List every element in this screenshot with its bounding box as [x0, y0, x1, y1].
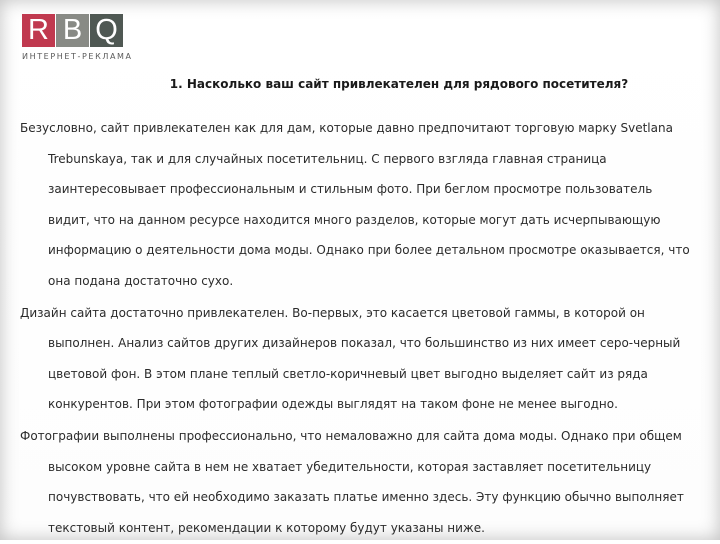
paragraph-line: информацию о деятельности дома моды. Однако при более детальном просмотре оказывается, что [48, 243, 690, 258]
logo-tagline: ИНТЕРНЕТ-РЕКЛАМА [22, 52, 133, 61]
logo-letters [22, 14, 133, 47]
rbq-logo [22, 14, 133, 61]
paragraph-line: высоком уровне сайта в нем не хватает убедительности, которая заставляет посетительницу [48, 459, 652, 474]
slide-title: 1. Насколько ваш сайт привлекателен для рядового посетителя? [169, 77, 629, 91]
paragraph-line: почувствовать, что ей необходимо заказать платье именно здесь. Эту функцию обычно выполняет [48, 490, 684, 505]
logo-letter-r: R [22, 14, 55, 47]
paragraph-line: видит, что на данном ресурсе находится много разделов, которые могут дать исчерпывающую [48, 212, 661, 227]
paragraph-line: Trebunskaya, так и для случайных посетительниц. С первого взгляда главная страница [48, 151, 607, 166]
paragraph-line: Дизайн сайта достаточно привлекателен. Во-первых, это касается цветовой гаммы, в которой он [20, 305, 645, 320]
paragraph-2 [20, 298, 710, 420]
paragraph-1 [20, 113, 710, 297]
slide-content [20, 113, 710, 544]
paragraph-3 [20, 421, 710, 543]
paragraph-line: текстовый контент, рекомендации к которому будут указаны ниже. [48, 520, 485, 535]
paragraph-line: выполнен. Анализ сайтов других дизайнеров показал, что большинство из них имеет серо-черный [48, 336, 681, 351]
paragraph-line: Безусловно, сайт привлекателен как для дам, которые давно предпочитают торговую марку Svetlana [20, 121, 673, 135]
paragraph-line: Фотографии выполнены профессионально, что немаловажно для сайта дома моды. Однако при общем [20, 428, 682, 443]
paragraph-line: заинтересовывает профессиональным и стильным фото. При беглом просмотре пользователь [48, 182, 653, 197]
paragraph-line: цветовой фон. В этом плане теплый светло-коричневый цвет выгодно выделяет сайт из ряда [48, 366, 648, 381]
logo-letter-b: B [56, 14, 89, 47]
paragraph-line: конкурентов. При этом фотографии одежды выглядят на таком фоне не менее выгодно. [48, 397, 618, 412]
paragraph-line: она подана достаточно сухо. [48, 273, 234, 288]
logo-letter-q: Q [90, 14, 123, 47]
